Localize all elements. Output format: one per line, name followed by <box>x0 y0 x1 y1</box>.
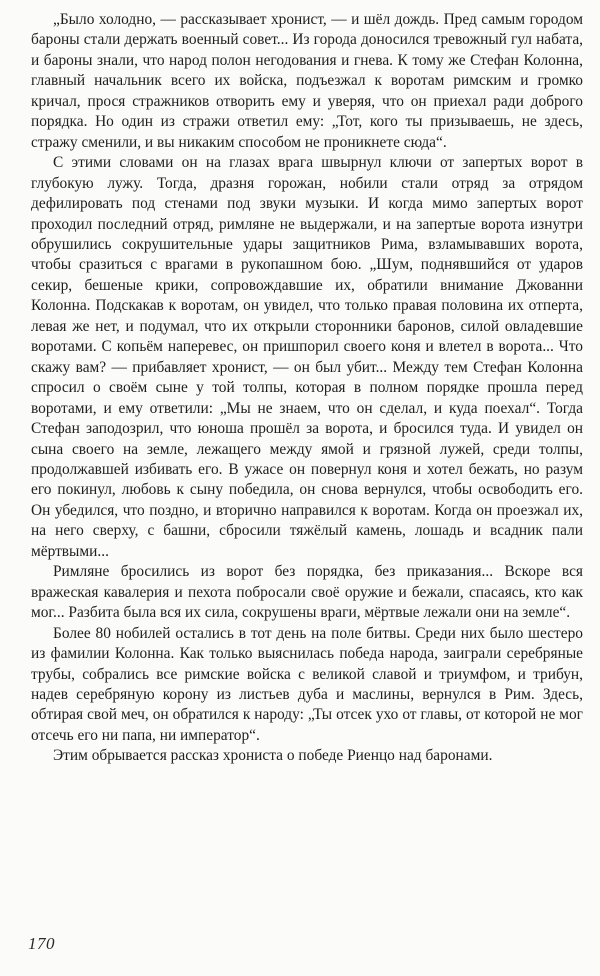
paragraph-conclusion: Этим обрывается рассказ хрониста о победе Риенцо над баронами. <box>53 747 493 765</box>
paragraph-victory: Более 80 нобилей остались в тот день на поле битвы. Среди них было шестеро из фамилии Колонна. Как только выяснилась победа народа, заиграли серебряные трубы, собрались все римские войска с великой славой и триумфом, и трибун, надев серебряную корону из листьев дуба и маслины, вернулся в Рим. Здесь, обтирая свой меч, он обратился к народу: „Ты отсек ухо от главы, от которой не мог отсечь его ни папа, ни император“. <box>31 624 583 744</box>
paragraph-chronicle-quote: „Было холодно, — рассказывает хронист, — и шёл дождь. Пред самым городом бароны стали держать военный совет... Из города доносился тревожный гул набата, и бароны знали, что народ полон негодования и гнева. К тому же Стефан Колонна, главный начальник всего их войска, подъезжал к воротам римским и громко кричал, прося стражников отворить ему и уверяя, что он приехал ради доброго порядка. Но один из стражи ответил ему: „Тот, кого ты призываешь, не здесь, стражу сменили, и вы никаким способом не проникнете сюда“. <box>31 11 583 151</box>
paragraph-battle-at-gates: С этими словами он на глазах врага швырнул ключи от запертых ворот в глубокую лужу. Тогда, дразня горожан, нобили стали отряд за отрядом дефилировать под стенами под звуки музыки. И когда мимо запертых ворот проходил последний отряд, римляне не выдержали, и на запертые ворота изнутри обрушились сокрушительные удары защитников Рима, взламывавших ворота, чтобы сразиться с врагами в рукопашном бою. „Шум, поднявшийся от ударов секир, бешеные крики, сопровождавшие их, обратили внимание Джованни Колонна. Подскакав к воротам, он увидел, что только правая половина их отперта, левая же нет, и подумал, что их открыли сторонники баронов, силой овладевшие воротами. С копьём наперевес, он пришпорил своего коня и влетел в ворота... Что скажу вам? — прибавляет хронист, — он был убит... Между тем Стефан Колонна спросил о своём сыне у той толпы, которая в полном порядке прошла перед воротами, и ему ответили: „Мы не знаем, что он сделал, и куда поехал“. Тогда Стефан заподозрил, что юноша прошёл за ворота, и бросился туда. И увидел он сына своего на земле, лежащего между ямой и грязной лужей, среди толпы, продолжавшей избивать его. В ужасе он повернул коня и хотел бежать, но разум его покинул, любовь к сыну победила, он снова вернулся, чтобы освободить его. Он убедился, что поздно, и вторично направился к воротам. Когда он проезжал их, на него сверху, с башни, сбросили тяжёлый камень, лошадь и всадник пали мёртвыми... <box>31 154 583 560</box>
paragraph-enemy-routed: Римляне бросились из ворот без порядка, без приказания... Вскоре вся вражеская кавалерия и пехота побросали своё оружие и бежали, спасаясь, кто как мог... Разбита была вся их сила, сокрушены враги, мёртвые лежали они на земле“. <box>31 563 583 622</box>
page-body <box>31 10 583 767</box>
page-number: 170 <box>28 934 55 953</box>
